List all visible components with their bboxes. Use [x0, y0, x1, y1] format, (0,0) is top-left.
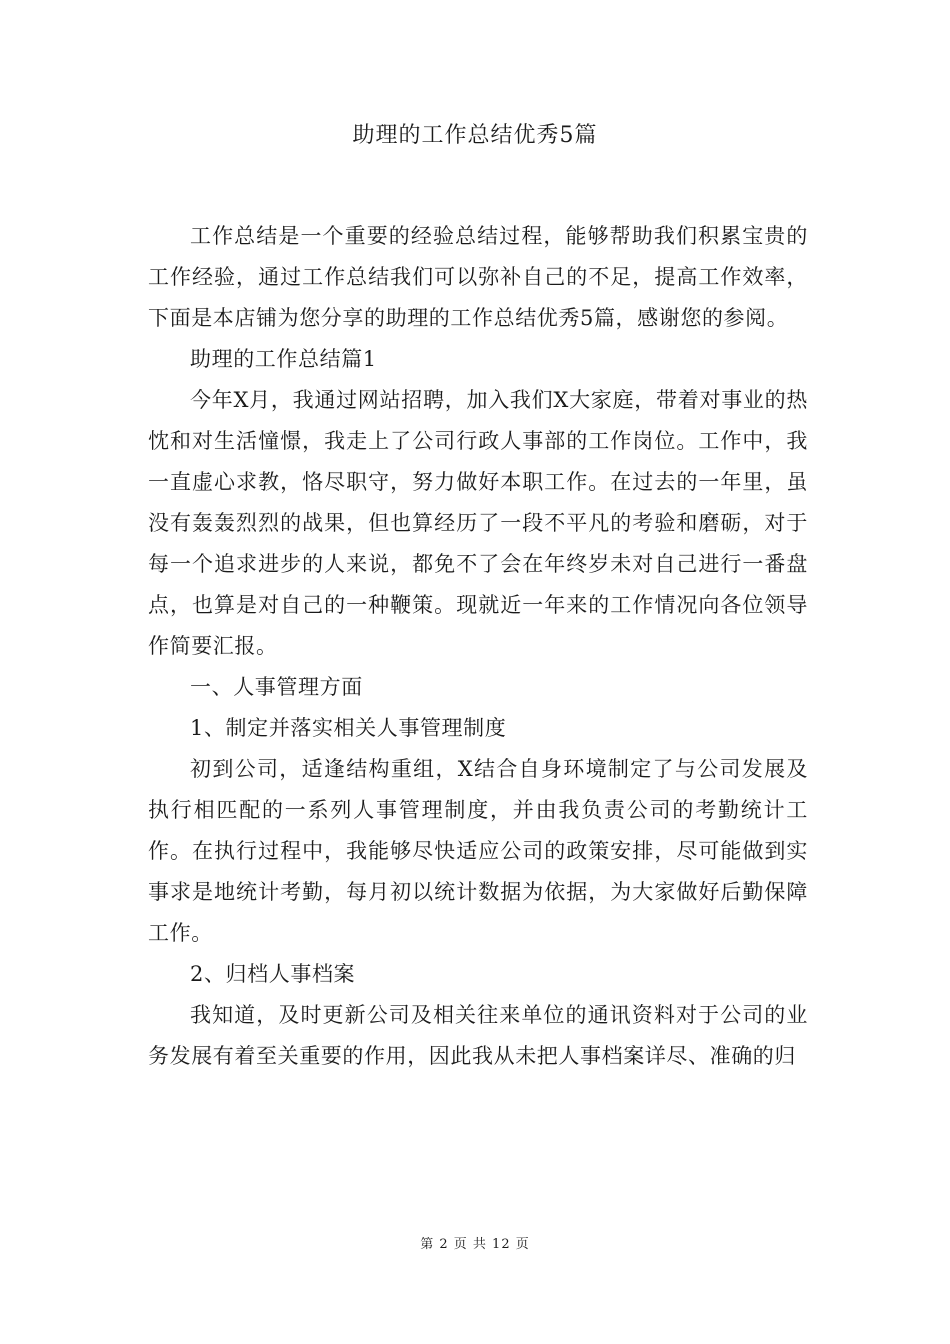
intro-paragraph: 工作总结是一个重要的经验总结过程，能够帮助我们积累宝贵的工作经验，通过工作总结我们可以弥补自己的不足，提高工作效率，下面是本店铺为您分享的助理的工作总结优秀5篇，感谢您的参阅。 — [148, 224, 808, 330]
page-number-footer: 第 2 页 共 12 页 — [420, 1237, 530, 1252]
body-paragraph: 今年X月，我通过网站招聘，加入我们X大家庭，带着对事业的热忱和对生活憧憬，我走上了公司行政人事部的工作岗位。工作中，我一直虚心求教，恪尽职守，努力做好本职工作。在过去的一年里，虽没有轰轰烈烈的战果，但也算经历了一段不平凡的考验和磨砺，对于每一个追求进步的人来说，都免不了会在年终岁未对自己进行一番盘点，也算是对自己的一种鞭策。现就近一年来的工作情况向各位领导作简要汇报。 — [148, 388, 808, 658]
document-body — [148, 216, 808, 1077]
subsection-heading: 2、归档人事档案 — [190, 962, 356, 986]
body-paragraph: 初到公司，适逢结构重组，X结合自身环境制定了与公司发展及执行相匹配的一系列人事管理制度，并由我负责公司的考勤统计工作。在执行过程中，我能够尽快适应公司的政策安排，尽可能做到实事求是地统计考勤，每月初以统计数据为依据，为大家做好后勤保障工作。 — [148, 757, 808, 945]
body-paragraph: 我知道，及时更新公司及相关往来单位的通讯资料对于公司的业务发展有着至关重要的作用，因此我从未把人事档案详尽、准确的归 — [148, 1003, 808, 1068]
document-title: 助理的工作总结优秀5篇 — [352, 123, 598, 148]
section-heading: 一、人事管理方面 — [190, 675, 363, 699]
section-heading: 助理的工作总结篇1 — [190, 347, 377, 371]
subsection-heading: 1、制定并落实相关人事管理制度 — [190, 716, 507, 740]
